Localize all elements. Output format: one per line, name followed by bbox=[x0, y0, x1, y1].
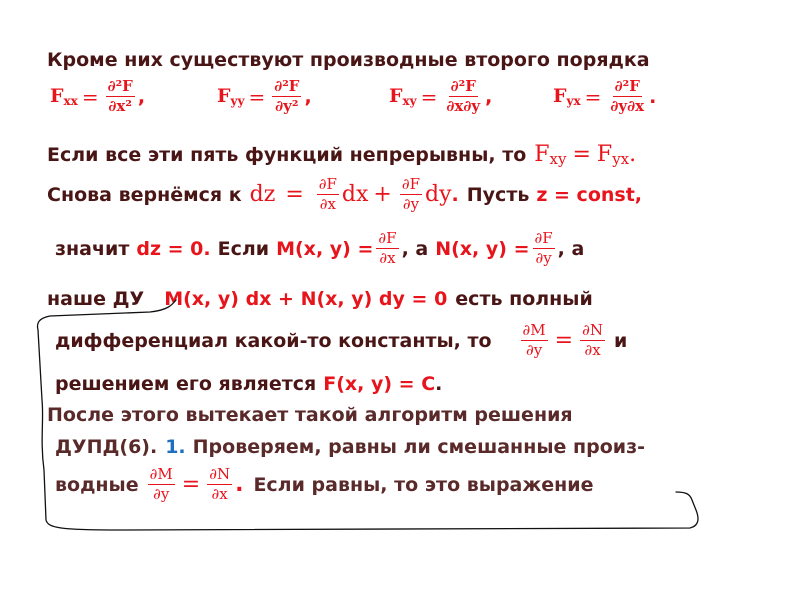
text-line-11: водные $\frac{\partial M}{\partial y}$ = $\frac{\partial N}{\partial x}$ . Если равны, то это выражение bbox=[55, 465, 594, 504]
intro-text: Кроме них существуют производные второго порядка bbox=[47, 49, 650, 71]
solution-formula: F(x, y) = C bbox=[323, 373, 436, 395]
fraction-d2f-dy2: $\frac{\text{∂²F}}{\text{∂y²}}$ bbox=[274, 77, 300, 116]
continuity-text: Если все эти пять функций непрерывны, то bbox=[47, 144, 527, 166]
formula-fyx: $F_{yx}$ = $\frac{\text{∂²F}}{\partial y\partial x}$ . bbox=[553, 77, 657, 116]
text-line-10: ДУПД(6). 1. Проверяем, равны ли смешанные произ- bbox=[55, 436, 646, 458]
M-definition: M(x, y) = bbox=[276, 237, 374, 260]
fraction-dM-dy: $\frac{\partial M}{\partial y}$ bbox=[522, 321, 546, 360]
fraction-dF-dx: $\frac{\partial F}{\partial x}$ bbox=[318, 175, 337, 214]
equals-sign: = bbox=[248, 84, 266, 109]
dz-zero: dz = 0. bbox=[136, 237, 211, 260]
fraction-d2f-dydx: $\frac{\text{∂²F}}{\partial y\partial x}$ bbox=[610, 77, 645, 116]
text-line-9: После этого вытекает такой алгоритм решения bbox=[47, 404, 573, 426]
fraction-dF-dx: $\frac{\partial F}{\partial x}$ bbox=[378, 229, 397, 268]
text-line-5: значит dz = 0. Если M(x, y) = $\frac{\partial F}{\partial x}$ , а N(x, y) = $\frac{\partial F}{\partial y}$ , а bbox=[55, 229, 585, 268]
fraction-dN-dx: $\frac{\partial N}{\partial x}$ bbox=[582, 321, 603, 360]
fraction-dF-dy: $\frac{\partial F}{\partial y}$ bbox=[534, 229, 553, 268]
fxy-equals-fyx: $F_{xy} = F_{yx}$. bbox=[534, 142, 637, 168]
N-definition: N(x, y) = bbox=[435, 237, 530, 260]
differential-equation: M(x, y) dx + N(x, y) dy = 0 bbox=[164, 288, 448, 310]
fraction-d2f-dxdy: $\frac{\text{∂²F}}{\partial x\partial y}$ bbox=[446, 77, 481, 116]
text-line-8: решением его является F(x, y) = C . bbox=[55, 373, 443, 395]
text-line-7: дифференциал какой-то константы, то $\frac{\partial M}{\partial y}$ = $\frac{\partial N}{\partial x}$ и bbox=[55, 321, 628, 360]
formula-fxx: $F_{xx}$ = $\frac{\text{∂²F}}{\text{∂x²}}$ , bbox=[50, 77, 146, 116]
formula-fxy: $F_{xy}$ = $\frac{\text{∂²F}}{\partial x\partial y}$ , bbox=[389, 77, 493, 116]
z-const: z = const, bbox=[536, 183, 643, 206]
equals-sign: = bbox=[420, 84, 438, 109]
fyy-symbol: $F_{yy}$ bbox=[217, 85, 245, 109]
formula-fyy: $F_{yy}$ = $\frac{\text{∂²F}}{\text{∂y²}}$ , bbox=[217, 77, 312, 116]
equals-sign: = bbox=[81, 84, 99, 109]
fxy-symbol: $F_{xy}$ bbox=[389, 85, 417, 109]
dz-symbol: dz bbox=[249, 182, 276, 208]
fraction-dN-dx: $\frac{\partial N}{\partial x}$ bbox=[209, 465, 231, 504]
fyx-symbol: $F_{yx}$ bbox=[553, 85, 581, 109]
text-line-6: наше ДУ M(x, y) dx + N(x, y) dy = 0 есть полный bbox=[47, 288, 593, 310]
fraction-dF-dy: $\frac{\partial F}{\partial y}$ bbox=[401, 175, 421, 214]
step-number: 1. bbox=[165, 436, 186, 458]
return-text: Снова вернёмся к bbox=[47, 183, 242, 206]
text-line-4: Снова вернёмся к dz = $\frac{\partial F}{\partial x}$ dx + $\frac{\partial F}{\partial y}$ dy . Пусть z = const, bbox=[47, 175, 643, 214]
equals-sign: = bbox=[584, 84, 602, 109]
fxx-symbol: $F_{xx}$ bbox=[50, 85, 78, 109]
fraction-d2f-dx2: $\frac{\text{∂²F}}{\text{∂x²}}$ bbox=[107, 77, 133, 116]
fraction-dM-dy: $\frac{\partial M}{\partial y}$ bbox=[149, 465, 173, 504]
